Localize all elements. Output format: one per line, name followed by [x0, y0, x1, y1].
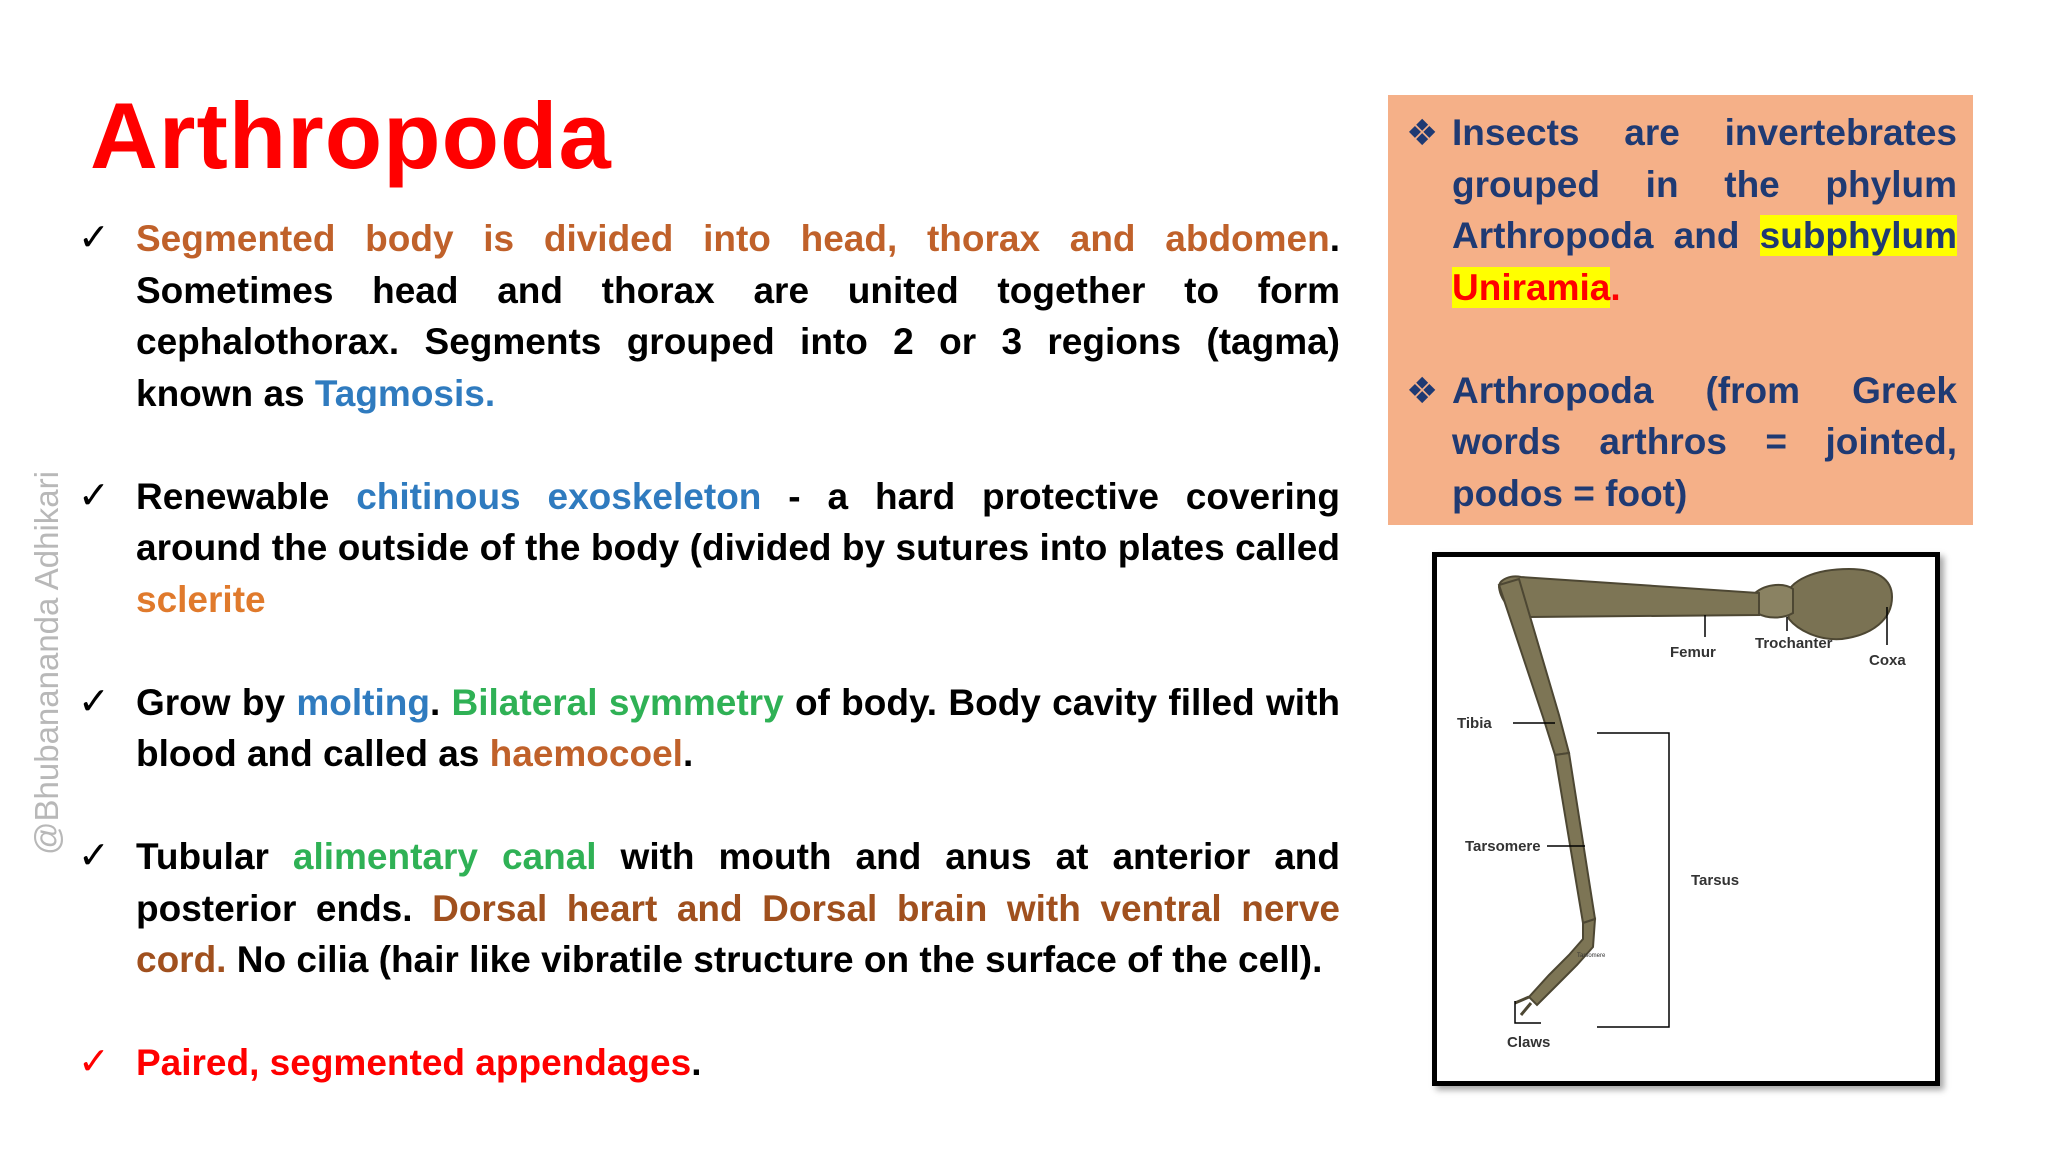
check-icon: ✓: [78, 217, 110, 259]
text-span: Renewable: [136, 475, 357, 517]
check-icon: ✓: [78, 680, 110, 723]
info-box: [1388, 95, 1973, 525]
text-span: sclerite: [136, 578, 266, 620]
label-trochanter: Trochanter: [1755, 635, 1833, 652]
text-span: . Sometimes head and thorax are united together to form cephalothorax. Segments grouped into 2 or 3 regions (tagma) known as: [136, 218, 1340, 414]
text-span: .: [691, 1042, 702, 1083]
text-span: haemocoel: [489, 733, 683, 774]
label-claws: Claws: [1507, 1034, 1551, 1051]
coxa-shape: [1785, 569, 1892, 639]
check-icon: ✓: [78, 474, 110, 517]
text-span: Paired, segmented appendages: [136, 1042, 692, 1083]
watermark: [28, 445, 68, 855]
check-icon: ✓: [78, 1041, 110, 1083]
bullet-list: [78, 213, 1340, 1140]
trochanter-shape: [1755, 585, 1793, 618]
tarsus-shape: [1529, 919, 1595, 1005]
text-span: No cilia (hair like vibratile structure on the surface of the cell).: [226, 939, 1323, 980]
label-tarsomere: Tarsomere: [1465, 838, 1541, 855]
bullet-molting: [78, 677, 1340, 780]
label-small-tarsomere: Tarsomere: [1577, 953, 1606, 959]
text-span: Grow by: [136, 681, 297, 723]
claws-shape: [1515, 997, 1531, 1015]
text-span: .: [682, 733, 694, 774]
text-span: chitinous exoskeleton: [356, 475, 762, 517]
bullet-appendages: [78, 1037, 1340, 1089]
watermark-text: @Bhubanananda Adhikari: [28, 471, 65, 855]
text-span: alimentary canal: [292, 836, 597, 877]
label-femur: Femur: [1670, 644, 1716, 661]
diamond-bullet-icon: ❖: [1406, 112, 1439, 153]
label-tibia: Tibia: [1457, 715, 1492, 732]
check-icon: ✓: [78, 835, 110, 877]
tarsus-bracket: [1597, 733, 1669, 1027]
text-span: Tubular: [136, 836, 293, 877]
text-span: Insects are invertebrates grouped in the phylum Arthropoda and: [1452, 112, 1957, 256]
diamond-bullet-icon: ❖: [1406, 369, 1439, 411]
slide-title: Arthropoda: [90, 83, 612, 188]
info-item-etymology: [1406, 365, 1957, 520]
text-span: molting: [296, 681, 430, 723]
femur-shape: [1499, 576, 1759, 617]
text-span: of body. Body cavity filled with blood and called as: [136, 681, 1340, 774]
bullet-segmentation: [78, 213, 1340, 419]
text-span: with mouth and anus at anterior and posterior ends.: [136, 836, 1340, 929]
bullet-exoskeleton: [78, 471, 1340, 626]
text-span: Bilateral symmetry: [451, 681, 784, 723]
insect-leg-figure: [1432, 552, 1940, 1086]
info-item-insects: [1406, 107, 1957, 313]
text-span: Tagmosis.: [314, 372, 496, 414]
highlight-text: subphylum: [1759, 215, 1957, 256]
text-span: Dorsal heart and Dorsal brain with ventral nerve cord.: [136, 887, 1340, 980]
text-span: Segmented body is divided into head, thorax and abdomen: [136, 218, 1330, 259]
text-span: Arthropoda (from Greek words arthros = jointed, podos = foot): [1452, 369, 1957, 514]
label-tarsus: Tarsus: [1691, 872, 1740, 889]
insect-leg-diagram: [1437, 557, 1935, 1081]
label-coxa: Coxa: [1869, 652, 1906, 669]
bullet-alimentary: [78, 831, 1340, 986]
text-span: .: [1610, 266, 1621, 308]
highlight-text: Uniramia: [1452, 266, 1611, 308]
text-span: .: [429, 681, 452, 723]
lower-tibia-shape: [1555, 753, 1595, 923]
text-span: - a hard protective covering around the outside of the body (divided by sutures into plates called: [136, 475, 1341, 568]
